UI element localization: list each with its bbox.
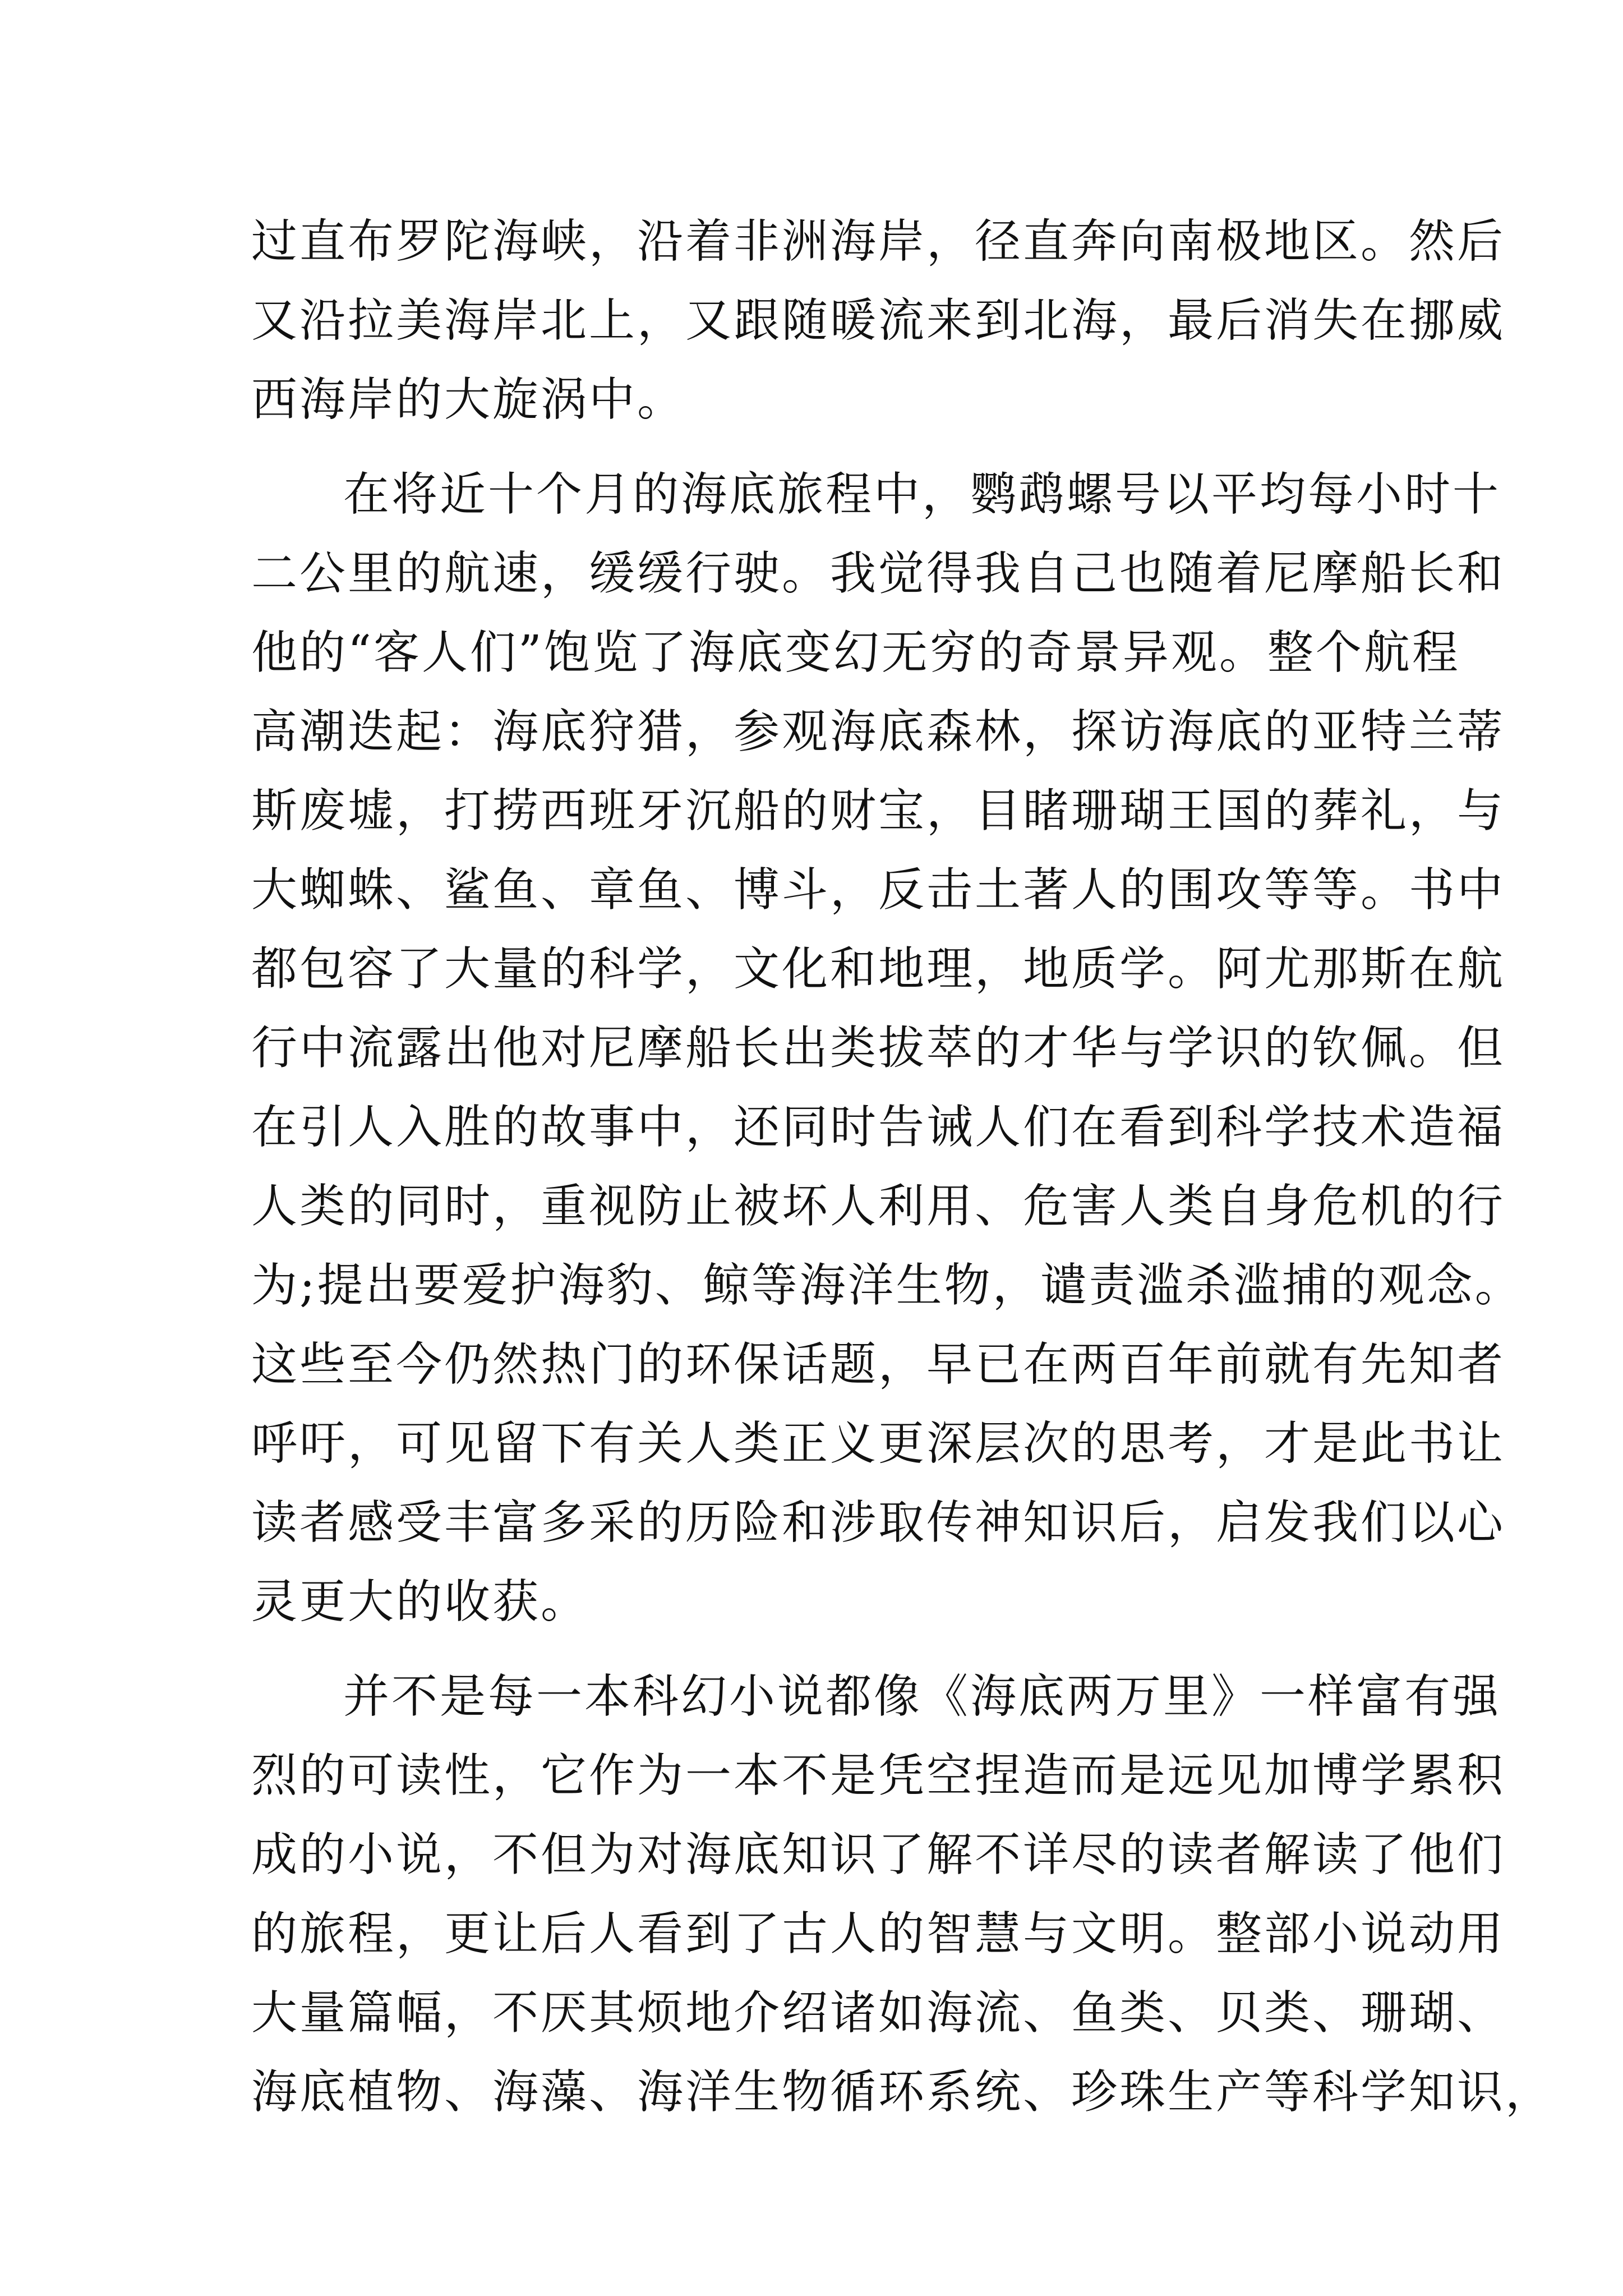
text-line: 过直布罗陀海峡，沿着非洲海岸，径直奔向南极地区。然后 — [251, 215, 1506, 268]
paragraph — [251, 1657, 1554, 2132]
text-line: 灵更大的收获。 — [251, 1575, 589, 1628]
text-line: 在将近十个月的海底旅程中，鹦鹉螺号以平均每小时十 — [343, 468, 1501, 521]
text-line: 呼吁，可见留下有关人类正义更深层次的思考，才是此书让 — [251, 1417, 1506, 1470]
text-line: 斯废墟，打捞西班牙沉船的财宝，目睹珊瑚王国的葬礼，与 — [251, 784, 1506, 838]
body-text — [251, 202, 1554, 2132]
text-line: 二公里的航速，缓缓行驶。我觉得我自己也随着尼摩船长和 — [251, 547, 1506, 600]
text-line: 成的小说，不但为对海底知识了解不详尽的读者解读了他们 — [251, 1828, 1506, 1881]
text-line: 为;提出要爱护海豹、鲸等海洋生物，谴责滥杀滥捕的观念。 — [251, 1259, 1523, 1312]
paragraph — [251, 202, 1506, 439]
text-line: 大量篇幅，不厌其烦地介绍诸如海流、鱼类、贝类、珊瑚、 — [251, 1986, 1506, 2040]
text-line: 这些至今仍然热门的环保话题，早已在两百年前就有先知者 — [251, 1338, 1506, 1391]
text-line: 并不是每一本科幻小说都像《海底两万里》一样富有强 — [343, 1670, 1501, 1723]
text-line: 西海岸的大旋涡中。 — [251, 373, 686, 426]
paragraph-spacer — [251, 1641, 1390, 1657]
paragraph — [251, 455, 1523, 1641]
text-line: 人类的同时，重视防止被坏人利用、危害人类自身危机的行 — [251, 1180, 1506, 1233]
text-line: 都包容了大量的科学，文化和地理，地质学。阿尤那斯在航 — [251, 942, 1506, 996]
text-line: 行中流露出他对尼摩船长出类拔萃的才华与学识的钦佩。但 — [251, 1022, 1506, 1075]
text-line: 高潮迭起：海底狩猎，参观海底森林，探访海底的亚特兰蒂 — [251, 705, 1506, 758]
text-line: 海底植物、海藻、海洋生物循环系统、珍珠生产等科学知识， — [251, 2065, 1554, 2119]
text-line: 读者感受丰富多采的历险和涉取传神知识后，启发我们以心 — [251, 1496, 1506, 1549]
paragraph-spacer — [251, 439, 1390, 455]
text-line: 大蜘蛛、鲨鱼、章鱼、博斗，反击土著人的围攻等等。书中 — [251, 863, 1506, 917]
text-line: 他的“客人们”饱览了海底变幻无穷的奇景异观。整个航程 — [251, 626, 1460, 679]
text-line: 在引人入胜的故事中，还同时告诫人们在看到科学技术造福 — [251, 1101, 1506, 1154]
text-line: 的旅程，更让后人看到了古人的智慧与文明。整部小说动用 — [251, 1907, 1506, 1961]
text-line: 烈的可读性，它作为一本不是凭空捏造而是远见加博学累积 — [251, 1749, 1506, 1802]
text-line: 又沿拉美海岸北上，又跟随暖流来到北海，最后消失在挪威 — [251, 294, 1506, 347]
